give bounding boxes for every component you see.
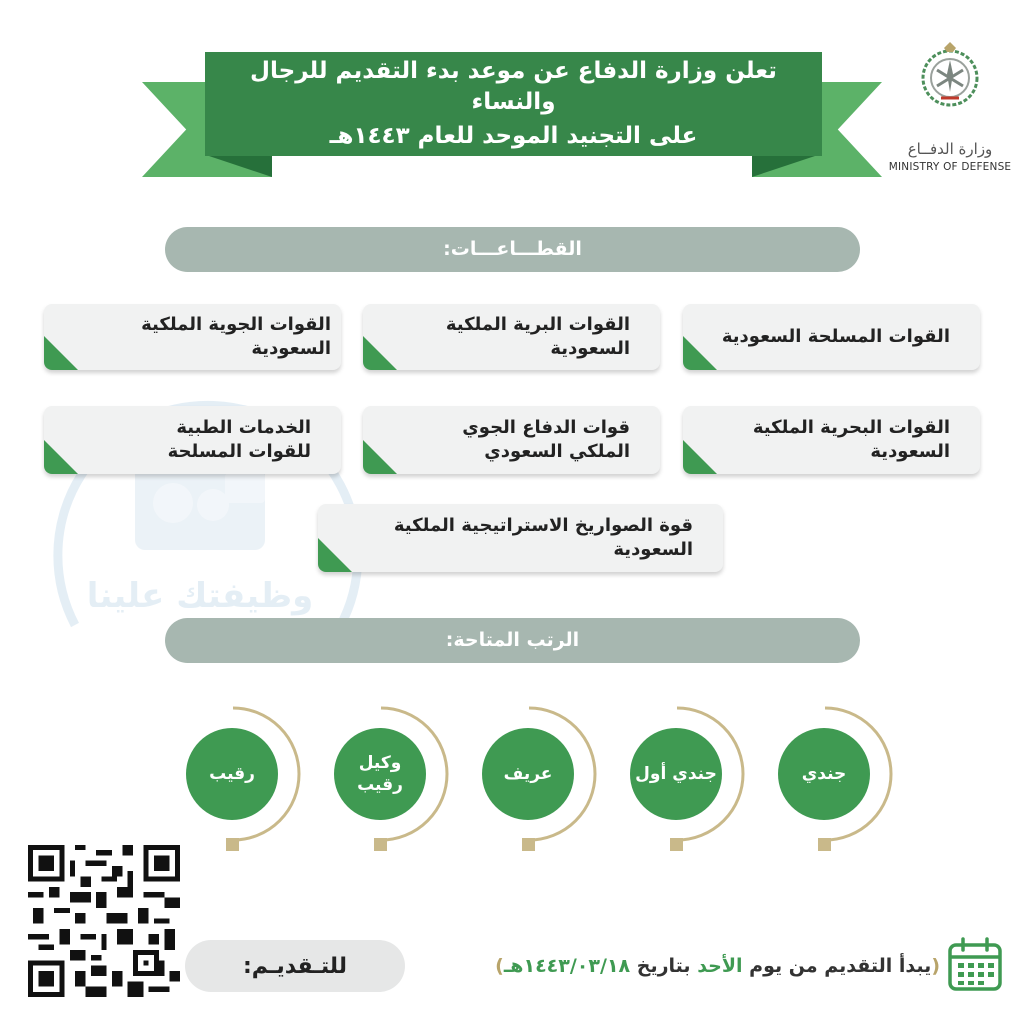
sector-card-air-defense — [363, 406, 660, 474]
sector-card-air-force — [44, 304, 341, 370]
sector-card-armed-forces — [683, 304, 980, 370]
announcement-line-1: تعلن وزارة الدفاع عن موعد بدء التقديم للرجال والنساء — [250, 58, 777, 116]
rank-item — [622, 690, 762, 860]
rank-item — [326, 690, 466, 860]
ministry-emblem-icon — [917, 40, 983, 110]
sector-card-land-forces — [363, 304, 660, 370]
rank-label: عريف — [482, 728, 574, 820]
paren-close: ) — [495, 955, 504, 977]
sector-label: القوات البرية الملكية السعودية — [445, 313, 630, 359]
sector-card-medical-services — [44, 406, 341, 474]
watermark-text: وظيفتك علينا — [86, 576, 314, 616]
logo-english-name: MINISTRY OF DEFENSE — [888, 161, 1012, 173]
apply-label-pill: للتـقديـم: — [185, 940, 405, 992]
sector-label: القوات البحرية الملكية السعودية — [752, 416, 950, 462]
announcement-banner — [205, 52, 822, 156]
sector-label: القوات المسلحة السعودية — [721, 325, 950, 347]
rank-label: جندي — [778, 728, 870, 820]
sectors-heading: القطـــاعـــات: — [165, 227, 860, 272]
announcement-line-2: على التجنيد الموحد للعام ١٤٤٣هـ — [329, 122, 698, 149]
rank-item — [770, 690, 910, 860]
ministry-logo — [880, 40, 1020, 173]
sector-label: قوة الصواريخ الاستراتيجية الملكية السعودية — [393, 514, 693, 560]
paren-open: ( — [931, 955, 940, 977]
sector-card-naval-forces — [683, 406, 980, 474]
rank-item — [474, 690, 614, 860]
rank-label: وكيل رقيب — [334, 728, 426, 820]
logo-arabic-name: وزارة الدفــاع — [907, 140, 993, 158]
rank-label: جندي أول — [630, 728, 722, 820]
sector-card-strategic-missile — [318, 504, 723, 572]
start-prefix: يبدأ التقديم من يوم — [749, 955, 932, 977]
sector-label: الخدمات الطبية للقوات المسلحة — [167, 416, 311, 462]
calendar-icon — [945, 935, 1005, 995]
sector-label: القوات الجوية الملكية السعودية — [141, 313, 331, 359]
start-mid: بتاريخ — [636, 955, 691, 977]
rank-item — [178, 690, 318, 860]
start-day: الأحد — [697, 955, 743, 977]
rank-label: رقيب — [186, 728, 278, 820]
sector-label: قوات الدفاع الجوي الملكي السعودي — [462, 416, 630, 462]
qr-code-icon[interactable] — [28, 845, 180, 997]
ranks-heading: الرتب المتاحة: — [165, 618, 860, 663]
start-date: ١٤٤٣/٠٣/١٨هـ — [503, 955, 631, 977]
application-start-text — [440, 948, 940, 984]
